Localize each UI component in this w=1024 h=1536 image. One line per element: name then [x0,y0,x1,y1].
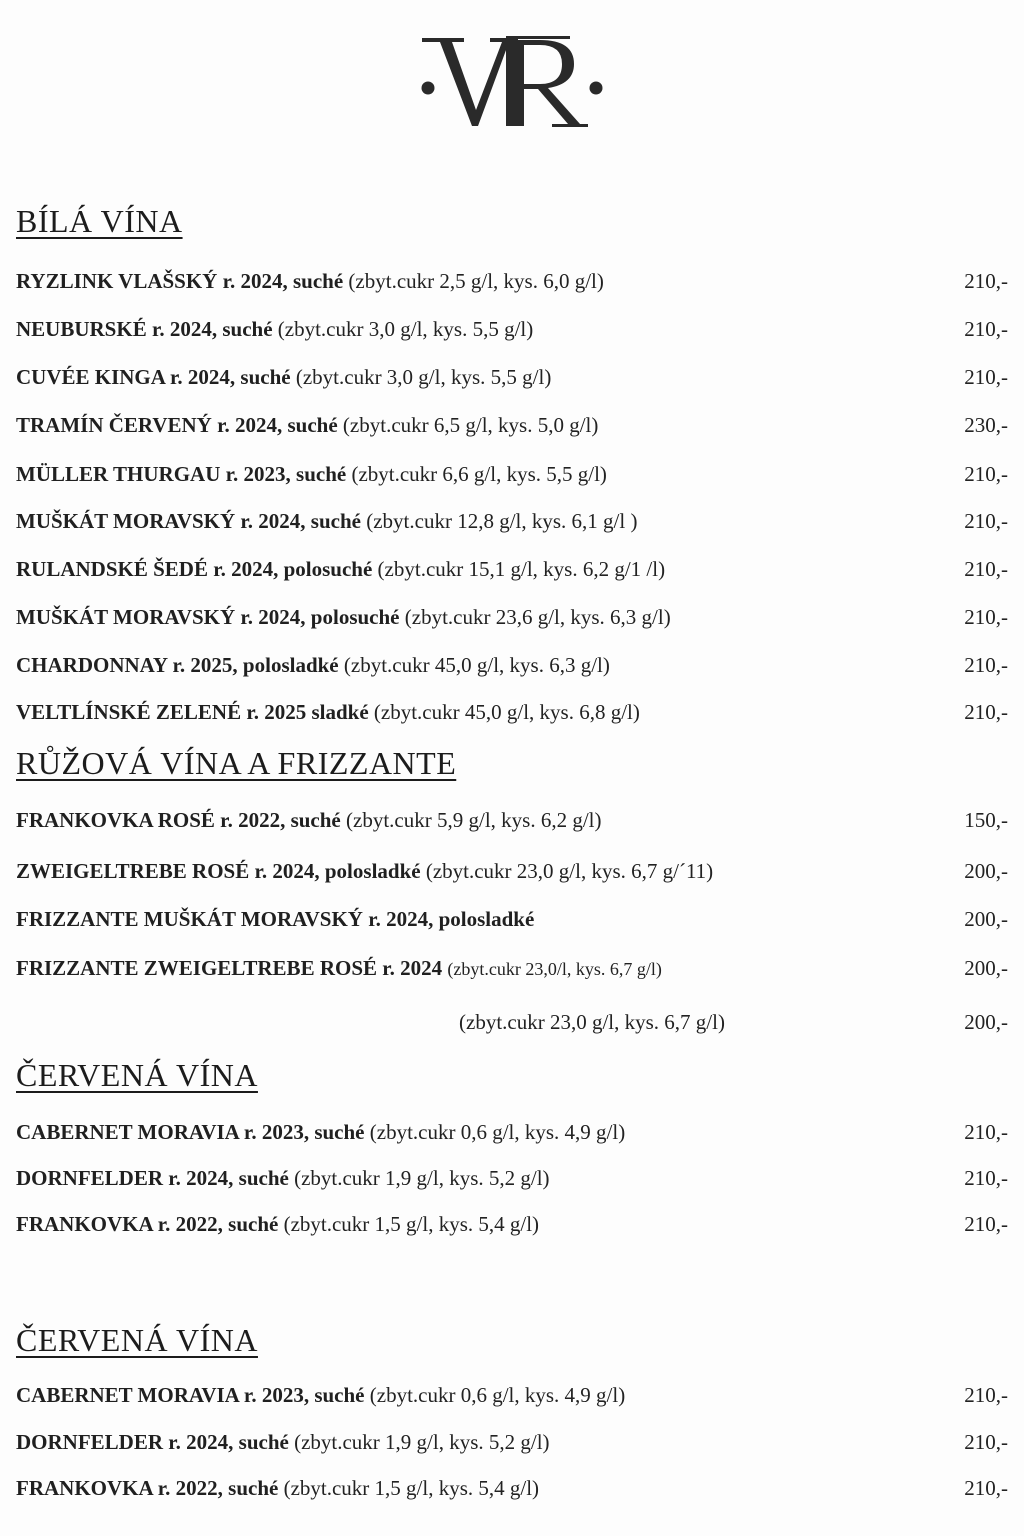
wine-row [16,1007,1008,1037]
wine-row [16,953,1008,983]
wine-price: 210,- [964,269,1008,293]
wine-price: 150,- [964,808,1008,832]
wine-price: 210,- [964,509,1008,533]
wine-row [16,1209,1008,1239]
wine-row [16,362,1008,392]
wine-row [16,459,1008,489]
wine-row [16,1163,1008,1193]
wine-name: VELTLÍNSKÉ ZELENÉ r. 2025 sladké [16,700,369,724]
wine-name: TRAMÍN ČERVENÝ r. 2024, suché [16,413,338,437]
wine-name: MÜLLER THURGAU r. 2023, suché [16,462,347,486]
wine-detail: (zbyt.cukr 1,9 g/l, kys. 5,2 g/l) [294,1166,550,1190]
wine-name: RULANDSKÉ ŠEDÉ r. 2024, polosuché [16,557,373,581]
wine-row [16,314,1008,344]
wine-row [16,1117,1008,1147]
wine-detail: (zbyt.cukr 1,5 g/l, kys. 5,4 g/l) [283,1212,540,1236]
wine-price: 210,- [964,653,1008,677]
wine-detail: (zbyt.cukr 2,5 g/l, kys. 6,0 g/l) [348,269,604,293]
wine-row [16,904,1008,934]
wine-price: 210,- [964,1212,1008,1236]
vr-logo [0,28,1024,138]
wine-name: FRIZZANTE ZWEIGELTREBE ROSÉ r. 2024 [16,956,443,980]
wine-price: 210,- [964,1166,1008,1190]
wine-detail: (zbyt.cukr 45,0 g/l, kys. 6,8 g/l) [373,700,640,724]
wine-price: 210,- [964,557,1008,581]
wine-detail: (zbyt.cukr 23,0/l, kys. 6,7 g/l) [447,959,662,979]
wine-row [16,506,1008,536]
wine-name: FRANKOVKA ROSÉ r. 2022, suché [16,808,341,832]
wine-price: 210,- [964,365,1008,389]
wine-price: 210,- [964,605,1008,629]
wine-price: 200,- [964,859,1008,883]
wine-name: CUVÉE KINGA r. 2024, suché [16,365,291,389]
wine-detail: (zbyt.cukr 45,0 g/l, kys. 6,3 g/l) [343,653,610,677]
wine-price: 210,- [964,1476,1008,1500]
wine-name: MUŠKÁT MORAVSKÝ r. 2024, suché [16,509,361,533]
section-title-red-wines-repeat: ČERVENÁ VÍNA [16,1322,258,1358]
wine-name: CHARDONNAY r. 2025, polosladké [16,653,339,677]
wine-detail: (zbyt.cukr 6,5 g/l, kys. 5,0 g/l) [342,413,599,437]
wine-price: 210,- [964,317,1008,341]
wine-name: RYZLINK VLAŠSKÝ r. 2024, suché [16,269,344,293]
wine-price: 200,- [964,1010,1008,1034]
wine-detail: (zbyt.cukr 3,0 g/l, kys. 5,5 g/l) [295,365,552,389]
wine-detail: (zbyt.cukr 1,9 g/l, kys. 5,2 g/l) [294,1430,550,1454]
wine-row [16,266,1008,296]
wine-price: 200,- [964,956,1008,980]
wine-detail: (zbyt.cukr 15,1 g/l, kys. 6,2 g/1 /l) [377,557,666,581]
wine-name: FRANKOVKA r. 2022, suché [16,1212,279,1236]
wine-name: FRIZZANTE MUŠKÁT MORAVSKÝ r. 2024, polosladké [16,907,535,931]
wine-name: CABERNET MORAVIA r. 2023, suché [16,1383,365,1407]
wine-price: 210,- [964,1383,1008,1407]
wine-price: 210,- [964,462,1008,486]
vr-monogram-icon [412,28,612,132]
wine-row [16,554,1008,584]
wine-row [16,1427,1008,1457]
wine-name: NEUBURSKÉ r. 2024, suché [16,317,273,341]
wine-detail: (zbyt.cukr 23,0 g/l, kys. 6,7 g/l) [459,1010,725,1034]
wine-price: 200,- [964,907,1008,931]
wine-row [16,697,1008,727]
wine-row [16,1473,1008,1503]
wine-name: ZWEIGELTREBE ROSÉ r. 2024, polosladké [16,859,421,883]
wine-row [16,1380,1008,1410]
wine-row [16,650,1008,680]
wine-row [16,805,1008,835]
wine-detail: (zbyt.cukr 23,6 g/l, kys. 6,3 g/l) [404,605,671,629]
wine-name: FRANKOVKA r. 2022, suché [16,1476,279,1500]
wine-price: 210,- [964,1120,1008,1144]
wine-detail: (zbyt.cukr 5,9 g/l, kys. 6,2 g/l) [346,808,602,832]
wine-name: CABERNET MORAVIA r. 2023, suché [16,1120,365,1144]
section-title-rose-frizzante: RŮŽOVÁ VÍNA A FRIZZANTE [16,745,457,781]
wine-detail: (zbyt.cukr 3,0 g/l, kys. 5,5 g/l) [277,317,534,341]
wine-name: DORNFELDER r. 2024, suché [16,1430,289,1454]
wine-price: 210,- [964,1430,1008,1454]
wine-row [16,410,1008,440]
wine-price: 210,- [964,700,1008,724]
wine-detail: (zbyt.cukr 23,0 g/l, kys. 6,7 g/´11) [425,859,714,883]
wine-price: 230,- [964,413,1008,437]
section-title-white-wines: BÍLÁ VÍNA [16,203,183,239]
wine-detail: (zbyt.cukr 12,8 g/l, kys. 6,1 g/l ) [366,509,638,533]
wine-detail: (zbyt.cukr 1,5 g/l, kys. 5,4 g/l) [283,1476,540,1500]
wine-name: MUŠKÁT MORAVSKÝ r. 2024, polosuché [16,605,400,629]
section-title-red-wines: ČERVENÁ VÍNA [16,1057,258,1093]
wine-detail: (zbyt.cukr 6,6 g/l, kys. 5,5 g/l) [351,462,607,486]
wine-row [16,856,1008,886]
wine-detail: (zbyt.cukr 0,6 g/l, kys. 4,9 g/l) [369,1120,626,1144]
wine-name: DORNFELDER r. 2024, suché [16,1166,289,1190]
wine-row [16,602,1008,632]
wine-detail: (zbyt.cukr 0,6 g/l, kys. 4,9 g/l) [369,1383,626,1407]
